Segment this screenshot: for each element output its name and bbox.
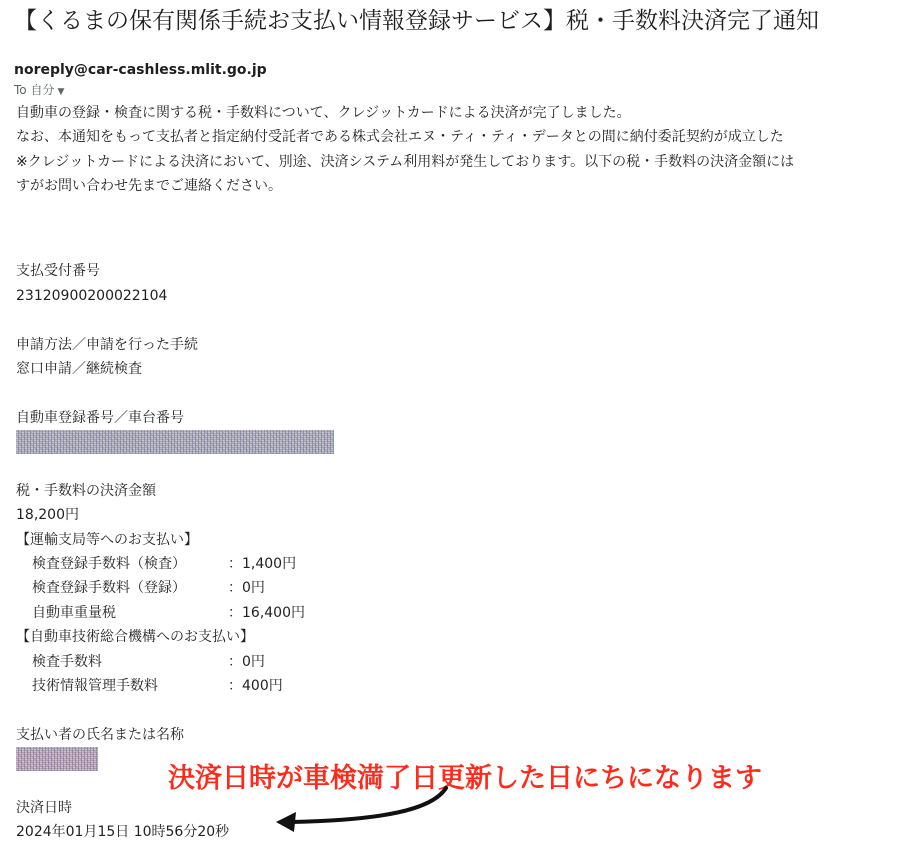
fee-name: 自動車重量税 — [32, 604, 116, 621]
fee-value: ：0円 — [228, 580, 265, 597]
annotation-arrow-icon — [262, 782, 462, 832]
redacted-payer-name — [16, 747, 98, 771]
amount-value: 18,200円 — [16, 507, 79, 524]
email-subject: 【くるまの保有関係手続お支払い情報登録サービス】税・手数料決済完了通知 — [14, 8, 819, 34]
receipt-number-value: 23120900200022104 — [16, 287, 168, 304]
fee-name: 検査登録手数料（検査） — [32, 556, 186, 573]
email-body — [16, 101, 900, 845]
group2-label: 【自動車技術総合機構へのお支払い】 — [16, 629, 254, 646]
datetime-label: 決済日時 — [16, 799, 72, 816]
intro-line-3: ※クレジットカードによる決済において、別途、決済システム利用料が発生しております。以下の税・手数料の決済金額には — [16, 153, 795, 170]
chevron-down-icon[interactable]: ▼ — [57, 87, 65, 97]
fee-value: ：1,400円 — [228, 556, 297, 573]
amount-label: 税・手数料の決済金額 — [16, 482, 156, 499]
fee-value: ：0円 — [228, 653, 265, 670]
vehicle-number-label: 自動車登録番号／車台番号 — [16, 409, 184, 426]
recipient-label: To 自分 — [14, 83, 55, 97]
intro-line-2: なお、本通知をもって支払者と指定納付受託者である株式会社エヌ・ティ・ティ・データとの間に納付委託契約が成立した — [16, 129, 784, 146]
intro-line-1: 自動車の登録・検査に関する税・手数料について、クレジットカードによる決済が完了しました。 — [16, 105, 631, 121]
group1-label: 【運輸支局等へのお支払い】 — [16, 531, 198, 548]
fee-name: 検査手数料 — [32, 653, 102, 670]
method-value: 窓口申請／継続検査 — [16, 360, 142, 377]
fee-name: 技術情報管理手数料 — [32, 678, 158, 694]
datetime-value: 2024年01月15日 10時56分20秒 — [16, 824, 230, 841]
fee-value: ：400円 — [228, 678, 283, 694]
payer-label: 支払い者の氏名または名称 — [16, 726, 184, 743]
fee-row — [16, 601, 900, 625]
fee-row — [16, 552, 900, 576]
fee-row — [16, 576, 900, 600]
annotation-text: 決済日時が車検満了日更新した日にちになります — [168, 763, 762, 794]
intro-line-4: すがお問い合わせ先までご連絡ください。 — [16, 178, 282, 195]
redacted-vehicle-number — [16, 430, 334, 454]
fee-name: 検査登録手数料（登録） — [32, 580, 186, 597]
sender-address[interactable]: noreply@car-cashless.mlit.go.jp — [14, 62, 267, 78]
method-label: 申請方法／申請を行った手続 — [16, 336, 198, 353]
receipt-number-label: 支払受付番号 — [16, 263, 100, 280]
fee-value: ：16,400円 — [228, 604, 305, 621]
fee-row — [16, 674, 900, 698]
fee-row — [16, 650, 900, 674]
recipient-toggle[interactable] — [14, 81, 64, 98]
